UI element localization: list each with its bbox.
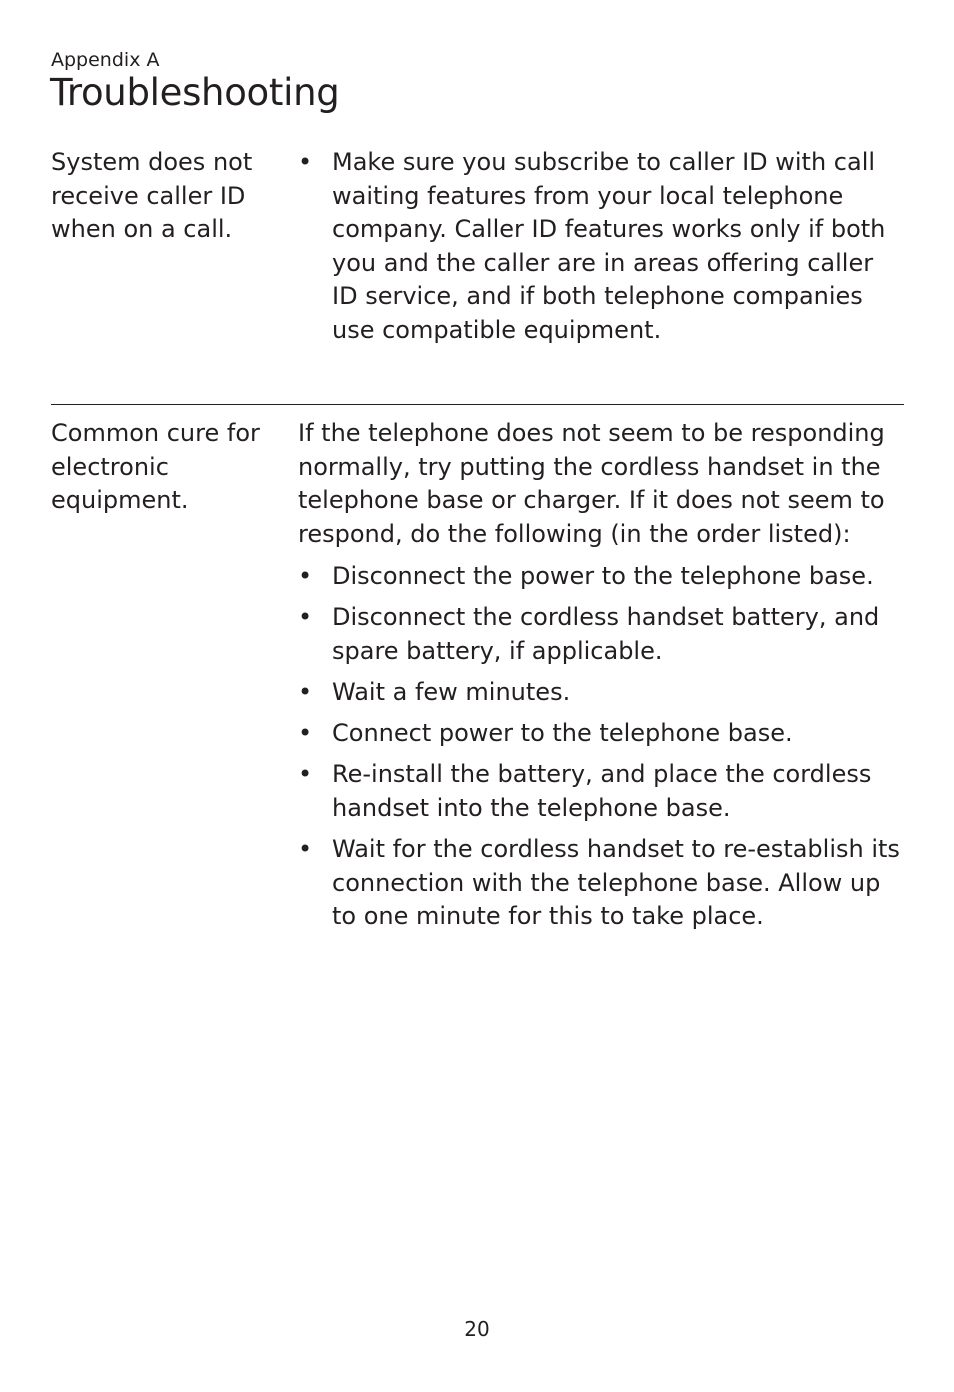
bullet-icon: • xyxy=(298,562,313,591)
solution-list-item xyxy=(298,560,904,594)
bullet-icon: • xyxy=(298,835,313,864)
bullet-icon: • xyxy=(298,719,313,748)
troubleshooting-row xyxy=(51,404,904,931)
solution-text: Connect power to the telephone base. xyxy=(332,719,793,748)
solution-list-item xyxy=(298,833,904,934)
bullet-icon: • xyxy=(298,678,313,707)
solution-text: Re-install the battery, and place the cordless handset into the telephone base. xyxy=(332,760,872,822)
bullet-icon: • xyxy=(298,603,313,632)
solution-text: Make sure you subscribe to caller ID with call waiting features from your local telephone company. Caller ID features works only if both you and the caller are in areas offering caller ID service, and if both telephone companies use compatible equipment. xyxy=(332,148,886,344)
bullet-icon: • xyxy=(298,148,313,176)
page-title: Troubleshooting xyxy=(50,71,340,114)
problem-description: Common cure for electronic equipment. xyxy=(51,419,260,515)
bullet-icon: • xyxy=(298,760,313,789)
solution-list-item xyxy=(298,758,904,825)
solution-list-item xyxy=(298,676,904,710)
solution-description xyxy=(298,146,904,355)
solution-list xyxy=(298,560,904,933)
solution-text: Disconnect the power to the telephone base. xyxy=(332,562,874,591)
solution-text: Disconnect the cordless handset battery, and spare battery, if applicable. xyxy=(332,603,880,666)
solution-intro: If the telephone does not seem to be responding normally, try putting the cordless handset in the telephone base or charger. If it does not seem to respond, do the following (in the order listed): xyxy=(298,419,885,548)
solution-list-item xyxy=(298,601,904,668)
appendix-label: Appendix A xyxy=(51,49,160,71)
problem-description: System does not receive caller ID when on a call. xyxy=(51,148,253,244)
solution-list-item xyxy=(298,717,904,751)
solution-list-item xyxy=(298,146,904,348)
solution-description xyxy=(298,417,904,941)
page-number: 20 xyxy=(464,1317,490,1341)
solution-list xyxy=(298,146,904,348)
solution-text: Wait for the cordless handset to re-establish its connection with the telephone base. Allow up to one minute for this to take place. xyxy=(332,835,900,931)
solution-text: Wait a few minutes. xyxy=(332,678,571,707)
